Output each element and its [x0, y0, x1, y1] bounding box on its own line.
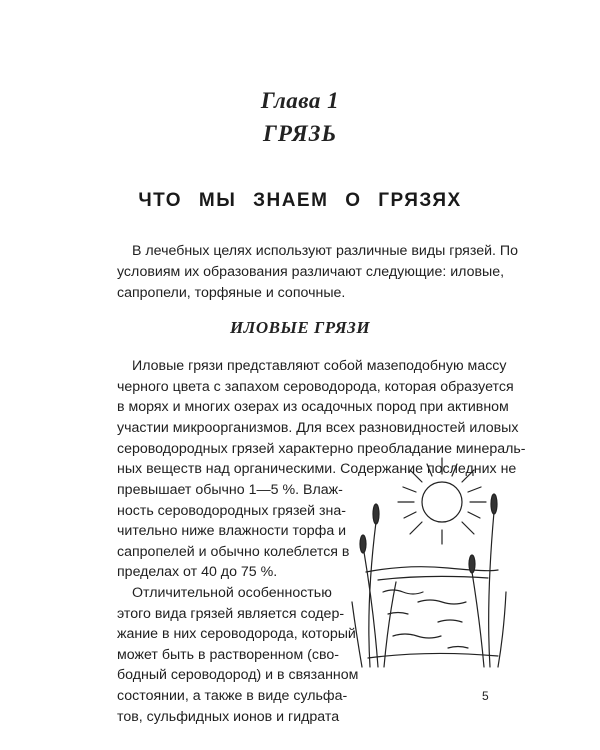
- intro-line: условиям их образования различают следующие: иловые,: [117, 264, 505, 280]
- lake-sun-reeds-icon: [348, 452, 508, 674]
- body-line: ность сероводородных грязей зна-: [117, 503, 347, 519]
- chapter-title: ГРЯЗЬ: [262, 121, 338, 146]
- section-title: ЧТО МЫ ЗНАЕМ О ГРЯЗЯХ: [138, 190, 462, 211]
- body-line: ных веществ над органическими. Содержание последних не: [117, 461, 517, 477]
- body-line: Отличительной особенностью: [132, 585, 332, 601]
- intro-line: В лечебных целях используют различные виды грязей. По: [132, 243, 518, 259]
- body-line: в морях и многих озерах из осадочных пород при активном: [117, 399, 509, 415]
- body-line: пределах от 40 до 75 %.: [117, 564, 278, 580]
- body-line: черного цвета с запахом сероводорода, которая образуется: [117, 379, 514, 395]
- body-line: бодный сероводород) и в связанном: [117, 667, 359, 683]
- body-line: может быть в растворенном (сво-: [117, 647, 339, 663]
- body-line: сероводородных грязей характерно преобладание минераль-: [117, 441, 526, 457]
- page-number: 5: [482, 689, 489, 703]
- chapter-label: Глава 1: [260, 88, 340, 113]
- body-line: участии микроорганизмов. Для всех разновидностей иловых: [117, 420, 519, 436]
- body-line: состоянии, а также в виде сульфа-: [117, 688, 348, 704]
- body-line: превышает обычно 1—5 %. Влаж-: [117, 482, 343, 498]
- body-line: Иловые грязи представляют собой мазеподобную массу: [132, 358, 507, 374]
- body-line: чительно ниже влажности торфа и: [117, 523, 347, 539]
- body-line: жание в них сероводорода, который: [117, 626, 356, 642]
- subsection-title: ИЛОВЫЕ ГРЯЗИ: [229, 318, 371, 337]
- body-line: тов, сульфидных ионов и гидрата: [117, 709, 340, 725]
- intro-line: сапропели, торфяные и сопочные.: [117, 285, 346, 301]
- body-line: этого вида грязей является содер-: [117, 606, 345, 622]
- body-line: сапропелей и обычно колеблется в: [117, 544, 350, 560]
